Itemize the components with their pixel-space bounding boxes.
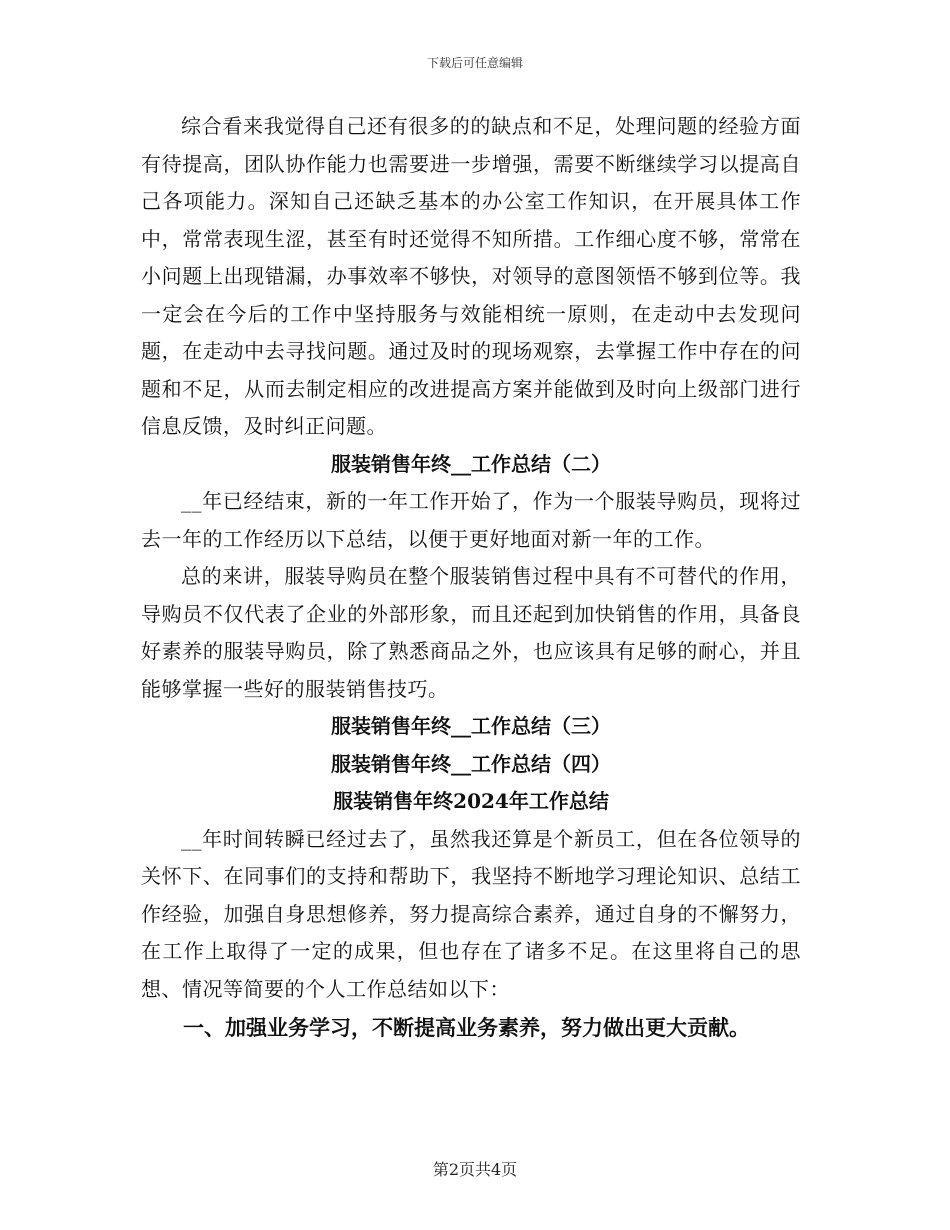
heading-2024-summary: 服装销售年终2024年工作总结 xyxy=(333,789,609,813)
heading-part-four: 服装销售年终__工作总结（四） xyxy=(331,751,611,776)
heading-part-three: 服装销售年终__工作总结（三） xyxy=(331,714,611,738)
paragraph-year-review: __年时间转瞬已经过去了，虽然我还算是个新员工，但在各位领导的关怀下、在同事们的支持和帮助下，我坚持不断地学习理论知识、总结工作经验，加强自身思想修养，努力提高综合素养，通过自身的不懈努力，在工作上取得了一定的成果，但也存在了诸多不足。在这里将自己的思想、情况等简要的个人工作总结如以下： xyxy=(141,826,801,1001)
paragraph-summary: 综合看来我觉得自己还有很多的的缺点和不足，处理问题的经验方面有待提高，团队协作能力也需要进一步增强，需要不断继续学习以提高自己各项能力。深知自己还缺乏基本的办公室工作知识，在开展具体工作中，常常表现生涩，甚至有时还觉得不知所措。工作细心度不够，常常在小问题上出现错漏，办事效率不够快，对领导的意图领悟不够到位等。我一定会在今后的工作中坚持服务与效能相统一原则，在走动中去发现问题，在走动中去寻找问题。通过及时的现场观察，去掌握工作中存在的问题和不足，从而去制定相应的改进提高方案并能做到及时向上级部门进行信息反馈，及时纠正问题。 xyxy=(141,114,801,438)
section-heading-one: 一、加强业务学习，不断提高业务素养，努力做出更大贡献。 xyxy=(183,1015,750,1040)
page-number: 第2页共4页 xyxy=(432,1160,518,1179)
paragraph-overview: 总的来讲，服装导购员在整个服装销售过程中具有不可替代的作用，导购员不仅代表了企业的外部形象，而且还起到加快销售的作用，具备良好素养的服装导购员，除了熟悉商品之外，也应该具有足够的耐心，并且能够掌握一些好的服装销售技巧。 xyxy=(141,564,801,701)
document-body xyxy=(141,108,801,1048)
header-note: 下载后可任意编辑 xyxy=(426,56,523,70)
paragraph-intro: __年已经结束，新的一年工作开始了，作为一个服装导购员，现将过去一年的工作经历以下总结，以便于更好地面对新一年的工作。 xyxy=(141,489,801,551)
heading-part-two: 服装销售年终__工作总结（二） xyxy=(331,451,611,476)
